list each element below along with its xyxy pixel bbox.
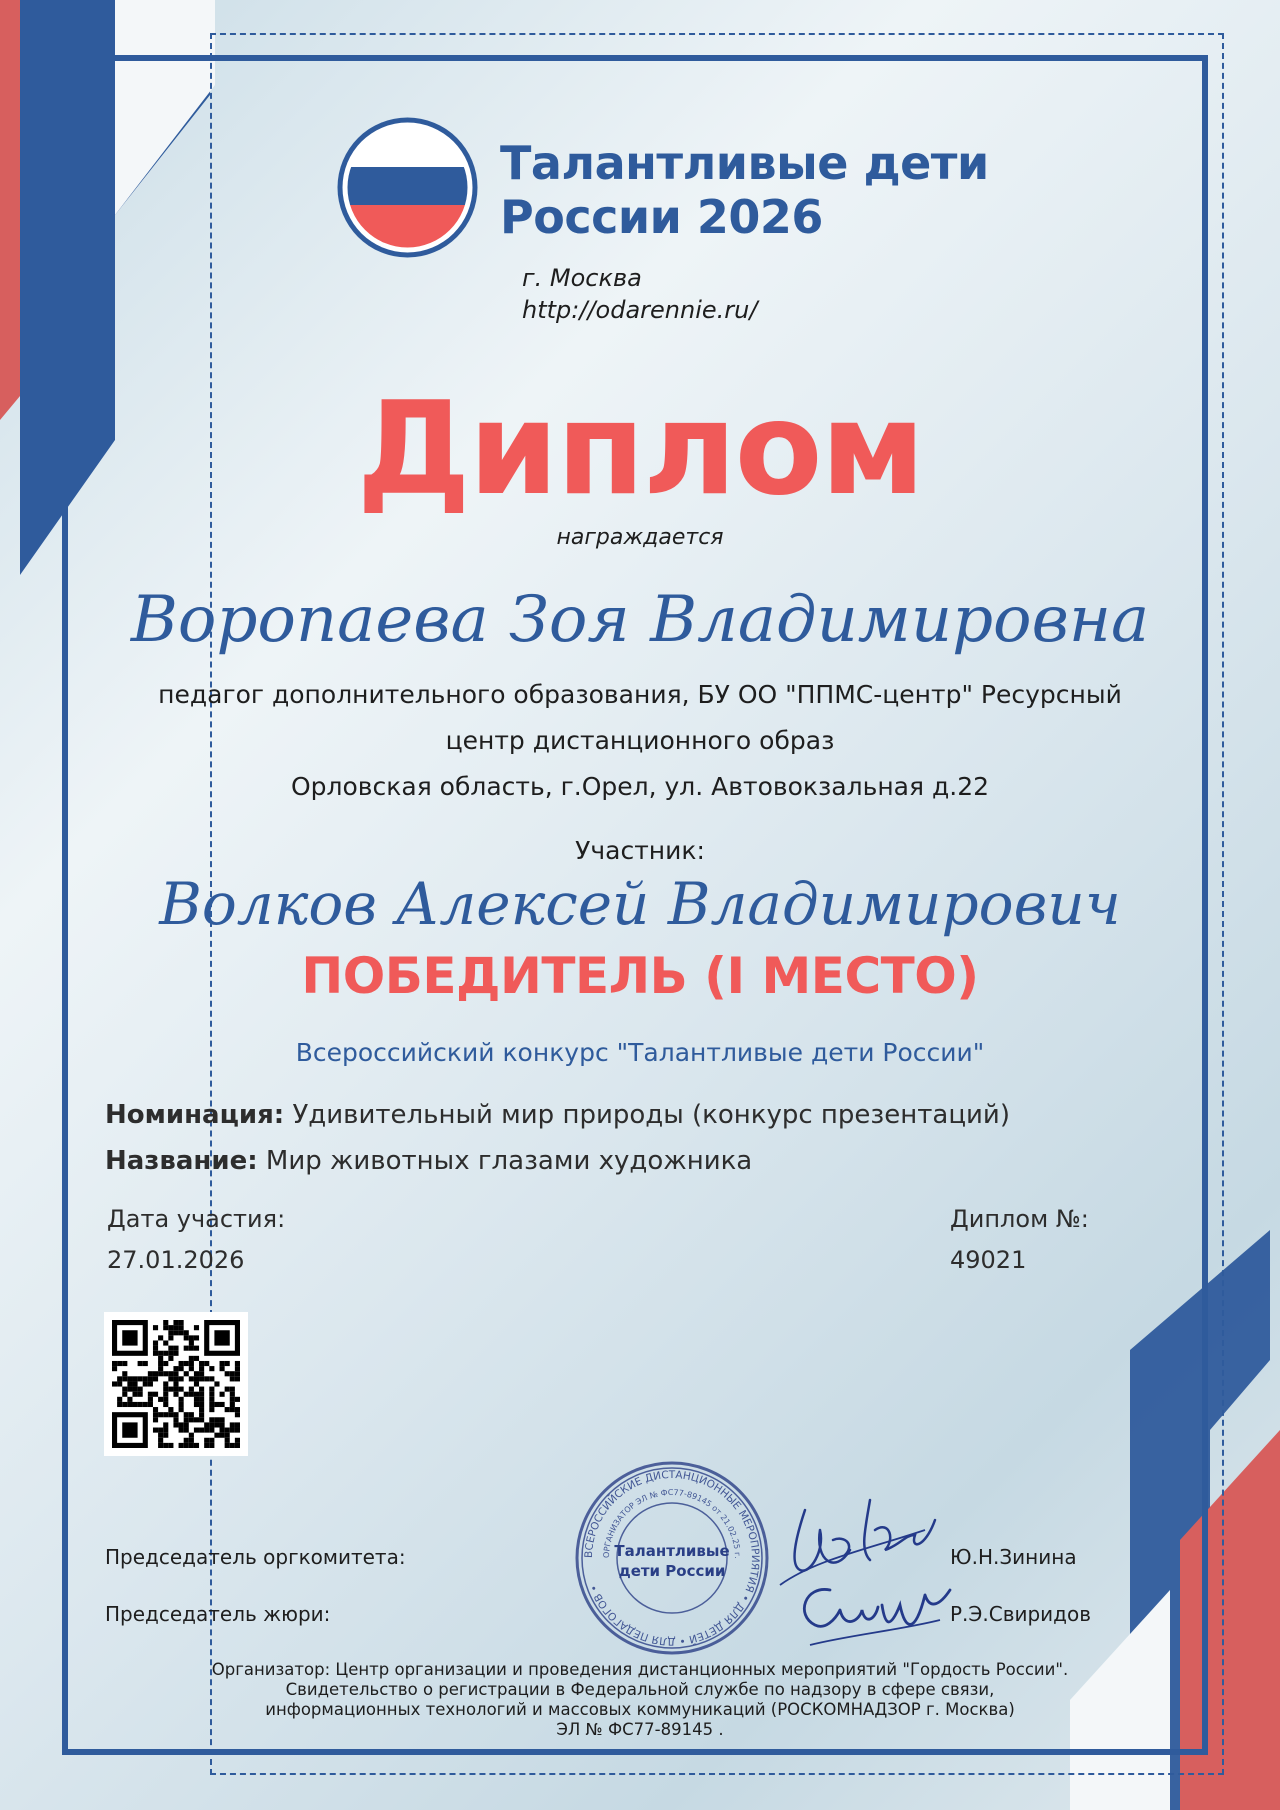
- logo-text: [500, 136, 989, 244]
- work-title-value: Мир животных глазами художника: [265, 1146, 753, 1176]
- footer-line4: ЭЛ № ФС77-89145 .: [556, 1720, 724, 1739]
- date-label: Дата участия:: [107, 1205, 286, 1233]
- participant-name: Волков Алексей Владимирович: [159, 870, 1121, 938]
- nomination-row: [105, 1097, 1010, 1133]
- nomination-value: Удивительный мир природы (конкурс презентаций): [292, 1100, 1010, 1130]
- city: г. Москва: [522, 264, 642, 292]
- city-block: [522, 262, 757, 326]
- diploma-title: Диплом: [356, 375, 924, 524]
- place-award: ПОБЕДИТЕЛЬ (I МЕСТО): [301, 947, 979, 1005]
- footer-line1: Организатор: Центр организации и проведения дистанционных мероприятий "Гордость России".: [211, 1660, 1069, 1679]
- footer-line2: Свидетельство о регистрации в Федеральной службе по надзору в сфере связи,: [285, 1680, 995, 1699]
- russia-flag-logo-icon: [335, 115, 480, 260]
- recipient-position-line2: центр дистанционного образ: [445, 726, 835, 755]
- website-url: http://odarennie.ru/: [522, 296, 758, 324]
- svg-text:ОРГАНИЗАТОР ЭЛ № ФС77-89145 от: ОРГАНИЗАТОР ЭЛ № ФС77-89145 от 21.02.25 г.: [601, 1487, 743, 1559]
- participant-label: Участник:: [575, 836, 705, 865]
- recipient-name: Воропаева Зоя Владимировна: [130, 583, 1150, 657]
- signature-name-1: Ю.Н.Зинина: [950, 1545, 1077, 1569]
- signature-role-2: Председатель жюри:: [105, 1602, 331, 1626]
- diploma-number-value: 49021: [950, 1246, 1027, 1274]
- logo-line2: России 2026: [500, 190, 823, 244]
- signature-role-1: Председатель оргкомитета:: [105, 1545, 406, 1569]
- date-value: 27.01.2026: [107, 1246, 245, 1274]
- recipient-address: Орловская область, г.Орел, ул. Автовокзальная д.22: [290, 772, 990, 801]
- signature-name-2: Р.Э.Свиридов: [950, 1602, 1092, 1626]
- work-title-label: Название:: [105, 1146, 258, 1176]
- work-title-row: [105, 1143, 752, 1179]
- recipient-position-line1: педагог дополнительного образования, БУ ОО "ППМС-центр" Ресурсный: [158, 680, 1122, 709]
- svg-text:Талантливые: Талантливые: [614, 1542, 730, 1560]
- logo-line1: Талантливые дети: [500, 136, 989, 190]
- diploma-number-label: Диплом №:: [950, 1205, 1089, 1233]
- awarded-label: награждается: [556, 525, 724, 550]
- nomination-label: Номинация:: [105, 1100, 285, 1130]
- signature-chairman-jury: [790, 1575, 960, 1665]
- svg-text:дети России: дети России: [618, 1562, 726, 1580]
- qr-code-icon: [104, 1312, 248, 1456]
- organization-stamp: [572, 1458, 772, 1658]
- footer-organizer: [0, 1660, 1280, 1740]
- svg-text:ВСЕРОССИЙСКИЕ ДИСТАНЦИОННЫЕ МЕ: ВСЕРОССИЙСКИЕ ДИСТАНЦИОННЫЕ МЕРОПРИЯТИЯ • ДЛЯ ДЕТЕЙ • ДЛЯ ПЕДАГОГОВ •: [582, 1468, 762, 1648]
- contest-name: Всероссийский конкурс "Талантливые дети России": [295, 1038, 985, 1067]
- footer-line3: информационных технологий и массовых коммуникаций (РОСКОМНАДЗОР г. Москва): [265, 1700, 1015, 1719]
